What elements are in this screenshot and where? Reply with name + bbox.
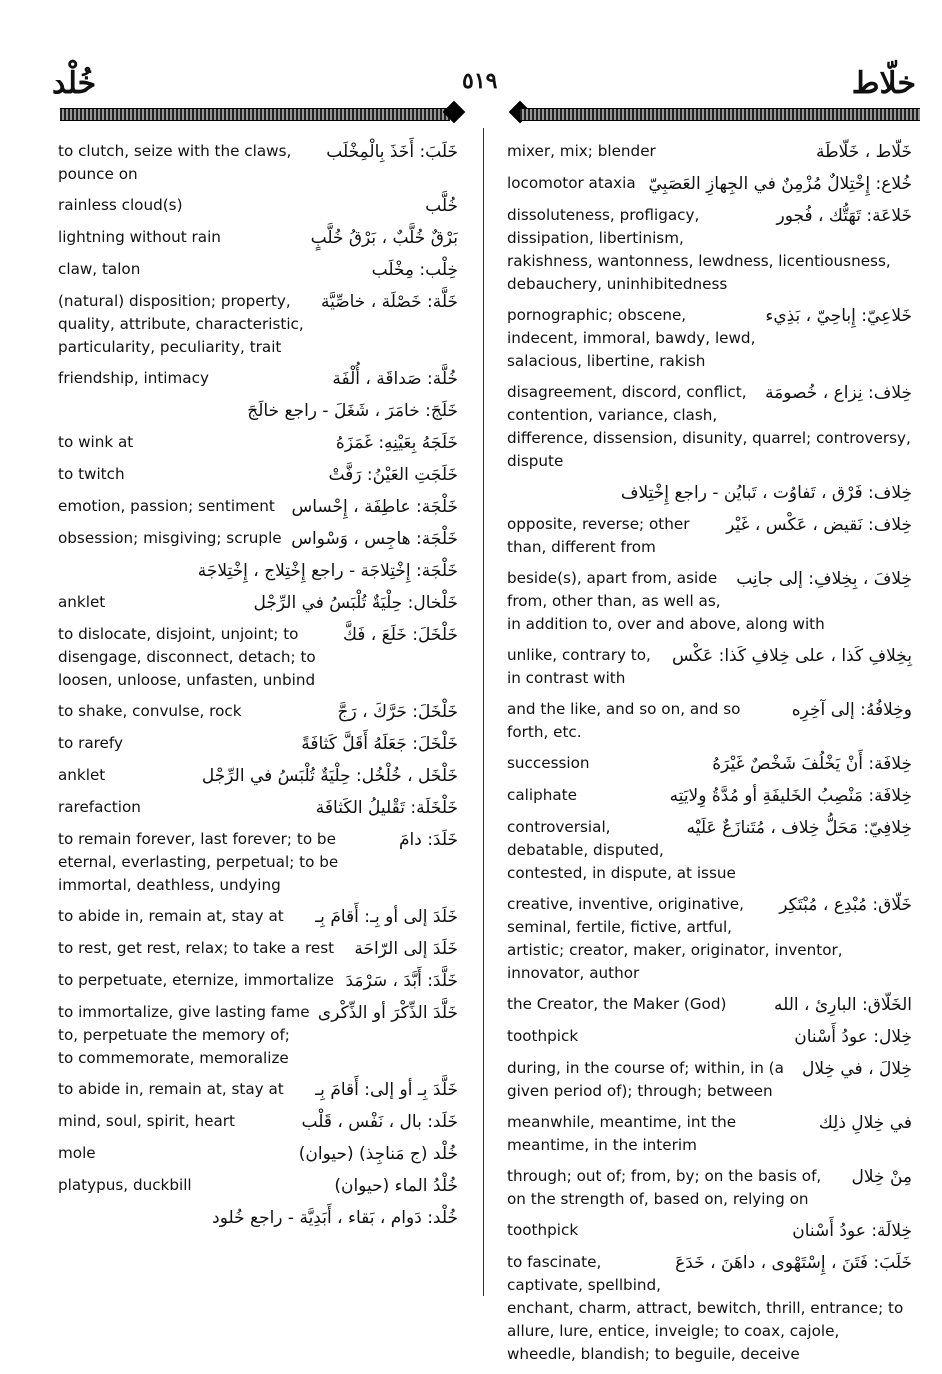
dictionary-entry — [507, 1251, 912, 1366]
dictionary-entry — [507, 172, 912, 196]
english-definition: to remain forever, last forever; to be eternal, everlasting, perpetual; to be immortal, deathless, undying — [58, 830, 339, 894]
dictionary-entry — [58, 1142, 458, 1166]
english-definition: pornographic; obscene, indecent, immoral, bawdy, lewd, salacious, libertine, rakish — [507, 306, 756, 370]
header-rule-right — [520, 108, 920, 121]
dictionary-entry — [507, 204, 912, 296]
english-definition: rarefaction — [58, 798, 141, 816]
arabic-headword: بَرْقٌ خُلَّبٌ ، بَرْقُ خُلَّبٍ — [310, 228, 458, 248]
arabic-headword: خَلَّدَ بِـ أو إلى: أَقامَ بِـ — [315, 1080, 458, 1100]
dictionary-entry — [58, 732, 458, 756]
arabic-headword: خَلَدَ إلى أو بِـ: أَقامَ بِـ — [315, 907, 458, 927]
dictionary-entry — [507, 698, 912, 744]
dictionary-entry — [507, 1165, 912, 1211]
arabic-headword: خِلافَة: مَنْصِبُ الخَليفَةِ أو مُدَّةُ وِلايَتِه — [669, 786, 912, 806]
dictionary-entry — [58, 591, 458, 615]
english-definition: to immortalize, give lasting fame to, perpetuate the memory of; to commemorate, memoralize — [58, 1003, 310, 1067]
dictionary-entry — [507, 1025, 912, 1049]
arabic-headword: مِنْ خِلال — [851, 1167, 912, 1187]
english-definition: claw, talon — [58, 260, 141, 278]
arabic-headword: خِلاف: نِزاع ، خُصومَة — [765, 383, 912, 403]
dictionary-entry — [507, 1219, 912, 1243]
english-definition: during, in the course of; within, in (a given period of); through; between — [507, 1059, 784, 1100]
arabic-headword: خُلاع: إِخْتِلالٌ مُزْمِنٌ في الجِهازِ العَصَبِيّ — [648, 174, 912, 194]
arabic-headword: خَلَّدَ الذِّكْرَ أو الذِّكْرى — [317, 1003, 458, 1023]
arabic-headword: خَلَدَ إلى الرّاحَة — [354, 939, 458, 959]
english-definition: the Creator, the Maker (God) — [507, 995, 727, 1013]
arabic-headword: خِلافِيّ: مَحَلُّ خِلاف ، مُتَنازَعٌ عَلَيْه — [686, 818, 912, 838]
page-number: ٥١٩ — [462, 68, 498, 94]
arabic-headword: خِلافَ ، بِخِلافِ: إلى جانِب — [736, 569, 912, 589]
english-definition: meanwhile, meantime, int the meantime, in the interim — [507, 1113, 737, 1154]
dictionary-entry — [58, 527, 458, 551]
english-definition: to wink at — [58, 433, 134, 451]
english-definition: emotion, passion; sentiment — [58, 497, 275, 515]
english-definition: and the like, and so on, and so forth, etc. — [507, 700, 741, 741]
dictionary-entry — [507, 381, 912, 473]
english-definition: mind, soul, spirit, heart — [58, 1112, 235, 1130]
dictionary-entry — [507, 1057, 912, 1103]
column-divider — [483, 128, 484, 1296]
dictionary-entry — [58, 937, 458, 961]
arabic-headword: خَلْجَة: عاطِفَة ، إِحْساس — [291, 497, 458, 517]
english-definition: creative, inventive, originative, seminal, fertile, fictive, artful, artistic; creator, maker, originator, inventor, innovator, author — [507, 895, 843, 982]
english-definition: succession — [507, 754, 590, 772]
dictionary-entry — [58, 828, 458, 897]
dictionary-entry — [58, 623, 458, 692]
dictionary-entry — [58, 905, 458, 929]
arabic-headword: خُلَّة: صَداقَة ، أُلْفَة — [332, 369, 458, 389]
arabic-headword: الخَلّاق: البارِئ ، الله — [773, 995, 912, 1015]
arabic-headword: خَلْخَلَ: خَلَعَ ، فَكَّ — [342, 625, 458, 645]
dictionary-entry — [507, 752, 912, 776]
right-column — [507, 140, 912, 1374]
dictionary-entry — [507, 784, 912, 808]
english-definition: beside(s), apart from, aside from, other than, as well as, in addition to, over and above, along with — [507, 569, 825, 633]
dictionary-entry — [58, 1078, 458, 1102]
english-definition: obsession; misgiving; scruple — [58, 529, 282, 547]
english-definition: platypus, duckbill — [58, 1176, 192, 1194]
arabic-headword: خِلاف: نَقيض ، عَكْس ، غَيْر — [726, 515, 912, 535]
arabic-headword: خَلْجَة: إِخْتِلاجَة - راجع إِخْتِلاج ، إِخْتِلاجَة — [197, 561, 458, 581]
english-definition: unlike, contrary to, in contrast with — [507, 646, 651, 687]
dictionary-entry — [507, 1111, 912, 1157]
arabic-headword: خَلْخال: حِلْيَةٌ تُلْبَسُ في الرِّجْل — [253, 593, 458, 613]
english-definition: to rest, get rest, relax; to take a rest — [58, 939, 335, 957]
english-definition: disagreement, discord, conflict, contention, variance, clash, difference, dissension, disunity, quarrel; controversy, dispute — [507, 383, 911, 470]
dictionary-entry — [58, 1206, 458, 1230]
left-running-headword: خُلْد — [52, 66, 97, 101]
dictionary-entry — [58, 700, 458, 724]
english-definition: mixer, mix; blender — [507, 142, 656, 160]
arabic-headword: خِلال: عودُ أَسْنان — [794, 1027, 912, 1047]
arabic-headword: خِلْب: مِخْلَب — [371, 260, 458, 280]
arabic-headword: خَلّاط ، خَلّاطَة — [816, 142, 912, 162]
arabic-headword: وخِلافُهُ: إلى آخِرِه — [791, 700, 912, 720]
arabic-headword: خِلافَة: أَنْ يَخْلُفَ شَخْصٌ غَيْرَهُ — [712, 754, 912, 774]
arabic-headword: خَلَبَ: فَتَنَ ، إِسْتَهْوى ، داهَنَ ، خَدَعَ — [675, 1253, 912, 1273]
dictionary-entry — [58, 1174, 458, 1198]
dictionary-entry — [58, 399, 458, 423]
english-definition: caliphate — [507, 786, 577, 804]
dictionary-entry — [58, 140, 458, 186]
arabic-headword: خِلالَ ، في خِلال — [801, 1059, 912, 1079]
dictionary-entry — [58, 969, 458, 993]
english-definition: locomotor ataxia — [507, 174, 636, 192]
arabic-headword: بِخِلافِ كَذا ، على خِلافِ كَذا: عَكْس — [671, 646, 912, 666]
dictionary-entry — [58, 194, 458, 218]
arabic-headword: خَلَجَتِ العَيْنُ: رَفَّتْ — [328, 465, 458, 485]
dictionary-entry — [58, 495, 458, 519]
english-definition: lightning without rain — [58, 228, 221, 246]
english-definition: controversial, debatable, disputed, contested, in dispute, at issue — [507, 818, 736, 882]
dictionary-entry — [58, 559, 458, 583]
english-definition: toothpick — [507, 1027, 579, 1045]
arabic-headword: خَلَّدَ: أَبَّدَ ، سَرْمَدَ — [345, 971, 458, 991]
arabic-headword: خُلْد: دَوام ، بَقاء ، أَبَدِيَّة - راجع خُلود — [212, 1208, 458, 1228]
english-definition: mole — [58, 1144, 96, 1162]
arabic-headword: خَلَدَ: دامَ — [398, 830, 458, 850]
arabic-headword: خَلْخَل ، خُلْخُل: حِلْيَةٌ تُلْبَسُ في الرِّجْل — [201, 766, 458, 786]
arabic-headword: خِلاف: فَرْق ، تَفاوُت ، تَبايُن - راجع إِخْتِلاف — [620, 483, 912, 503]
dictionary-entry — [58, 431, 458, 455]
arabic-headword: خَلَّة: خَصْلَة ، خاصِّيَّة — [320, 292, 458, 312]
english-definition: to abide in, remain at, stay at — [58, 907, 284, 925]
english-definition: (natural) disposition; property, quality, attribute, characteristic, particularity, peculiarity, trait — [58, 292, 304, 356]
english-definition: to shake, convulse, rock — [58, 702, 242, 720]
arabic-headword: خُلَّب — [425, 196, 458, 216]
arabic-headword: خَلْخَلَة: تَقْليلُ الكَثافَة — [315, 798, 458, 818]
dictionary-entry — [58, 796, 458, 820]
dictionary-entry — [507, 993, 912, 1017]
dictionary-entry — [58, 764, 458, 788]
right-running-headword: خلّاط — [851, 66, 916, 101]
english-definition: to dislocate, disjoint, unjoint; to disengage, disconnect, detach; to loosen, unloose, unfasten, unbind — [58, 625, 316, 689]
english-definition: to perpetuate, eternize, immortalize — [58, 971, 334, 989]
english-definition: to clutch, seize with the claws, pounce on — [58, 142, 292, 183]
dictionary-entry — [507, 893, 912, 985]
header-rule-left — [60, 108, 450, 121]
dictionary-entry — [58, 367, 458, 391]
english-definition: toothpick — [507, 1221, 579, 1239]
english-definition: friendship, intimacy — [58, 369, 209, 387]
english-definition: to fascinate, captivate, spellbind, enchant, charm, attract, bewitch, thrill, entrance; to allure, lure, entice, inveigle; to coax, cajole, wheedle, blandish; to beguile, deceive — [507, 1253, 904, 1363]
dictionary-entry — [507, 304, 912, 373]
english-definition: dissoluteness, profligacy, dissipation, libertinism, rakishness, wantonness, lewdness, licentiousness, debauchery, uninhibitedness — [507, 206, 891, 293]
dictionary-entry — [58, 463, 458, 487]
english-definition: rainless cloud(s) — [58, 196, 183, 214]
arabic-headword: خَلاعِيّ: إِباحِيّ ، بَذِيء — [765, 306, 912, 326]
dictionary-entry — [58, 1001, 458, 1070]
dictionary-entry — [507, 644, 912, 690]
left-column — [58, 140, 458, 1238]
arabic-headword: خُلْد (ج مَناجِذ) (حيوان) — [298, 1144, 458, 1164]
dictionary-entry — [507, 481, 912, 505]
dictionary-entry — [58, 290, 458, 359]
arabic-headword: خَلَبَ: أَخَذَ بِالْمِخْلَب — [326, 142, 458, 162]
dictionary-entry — [507, 567, 912, 636]
arabic-headword: خَلْخَلَ: جَعَلَهُ أَقَلَّ كَثافَةً — [301, 734, 458, 754]
english-definition: opposite, reverse; other than, different from — [507, 515, 690, 556]
page-header — [0, 0, 942, 130]
english-definition: to twitch — [58, 465, 125, 483]
english-definition: through; out of; from, by; on the basis of, on the strength of, based on, relying on — [507, 1167, 822, 1208]
dictionary-entry — [58, 1110, 458, 1134]
arabic-headword: في خِلالِ ذلِك — [818, 1113, 912, 1133]
arabic-headword: خَلْجَة: هاجِس ، وَسْواس — [291, 529, 458, 549]
arabic-headword: خَلَجَهُ بِعَيْنِهِ: غَمَزَهُ — [335, 433, 458, 453]
arabic-headword: خِلالَة: عودُ أَسْنان — [792, 1221, 912, 1241]
english-definition: to abide in, remain at, stay at — [58, 1080, 284, 1098]
dictionary-entry — [507, 816, 912, 885]
arabic-headword: خَلّاق: مُبْدِع ، مُبْتَكِر — [779, 895, 912, 915]
arabic-headword: خَلَجَ: خامَرَ ، شَغَلَ - راجع خالَجَ — [247, 401, 458, 421]
dictionary-entry — [507, 140, 912, 164]
english-definition: anklet — [58, 593, 106, 611]
arabic-headword: خَلاعَة: تَهَتُّك ، فُجور — [776, 206, 912, 226]
dictionary-entry — [58, 226, 458, 250]
dictionary-entry — [58, 258, 458, 282]
english-definition: to rarefy — [58, 734, 123, 752]
arabic-headword: خَلَد: بال ، نَفْس ، قَلْب — [301, 1112, 458, 1132]
arabic-headword: خُلْدُ الماء (حيوان) — [334, 1176, 458, 1196]
dictionary-entry — [507, 513, 912, 559]
arabic-headword: خَلْخَلَ: حَرَّكَ ، رَجَّ — [337, 702, 458, 722]
english-definition: anklet — [58, 766, 106, 784]
